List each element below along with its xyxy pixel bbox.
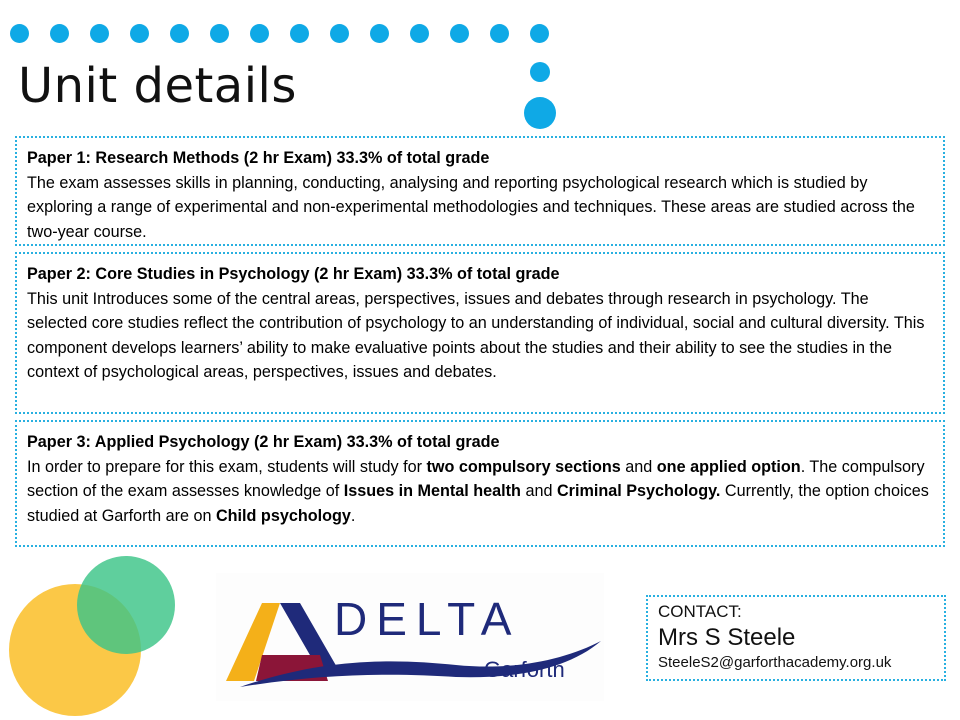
dot-icon <box>524 97 556 129</box>
dot-icon <box>250 24 269 43</box>
dot-icon <box>530 24 549 43</box>
text-run: . The compulsory section of the exam assesses knowledge of <box>27 457 925 500</box>
contact-box <box>646 595 946 681</box>
logo-wordmark: DELTA <box>334 593 521 645</box>
delta-logo-icon <box>216 573 604 701</box>
dot-icon <box>370 24 389 43</box>
dot-icon <box>450 24 469 43</box>
delta-garforth-logo <box>216 573 604 701</box>
text-run-bold: Criminal Psychology. <box>556 482 721 500</box>
paper-3-description <box>27 455 933 529</box>
contact-name: Mrs S Steele <box>658 624 796 651</box>
text-run: and <box>620 457 657 476</box>
dot-icon <box>10 24 29 43</box>
green-circle-decoration <box>77 556 175 654</box>
text-run-bold: one applied option <box>656 457 801 476</box>
text-run: In order to prepare for this exam, students will study for <box>27 457 427 476</box>
dot-icon <box>410 24 429 43</box>
dot-icon <box>50 24 69 43</box>
dot-icon <box>170 24 189 43</box>
paper-2-box <box>15 252 945 414</box>
contact-email[interactable]: SteeleS2@garforthacademy.org.uk <box>658 654 892 671</box>
page-title: Unit details <box>18 58 297 114</box>
text-run-bold: Issues in Mental health <box>343 482 521 500</box>
paper-1-heading: Paper 1: Research Methods (2 hr Exam) 33.3% of total grade <box>27 149 490 167</box>
dot-icon <box>490 24 509 43</box>
dot-icon <box>290 24 309 43</box>
paper-2-description: This unit Introduces some of the central areas, perspectives, issues and debates through research in psychology. The selected core studies reflect the contribution of psychology to an understanding of individual, social and cultural diversity. This component develops learners’ ability to make evaluative points about the studies and their ability to see the studies in the context of psychological areas, perspectives, issues and debates. <box>27 289 925 381</box>
text-run: . <box>350 506 356 525</box>
paper-3-heading: Paper 3: Applied Psychology (2 hr Exam) 33.3% of total grade <box>27 433 500 451</box>
dot-icon <box>210 24 229 43</box>
text-run: Currently, the option choices studied at Garforth are on <box>27 482 929 525</box>
dot-icon <box>90 24 109 43</box>
dot-icon <box>130 24 149 43</box>
paper-1-box <box>15 136 945 246</box>
dot-icon <box>530 62 550 82</box>
text-run-bold: Child psychology <box>215 506 351 525</box>
paper-2-heading: Paper 2: Core Studies in Psychology (2 hr Exam) 33.3% of total grade <box>27 265 560 283</box>
contact-label: CONTACT: <box>658 602 742 621</box>
paper-1-description: The exam assesses skills in planning, conducting, analysing and reporting psychological research which is studied by exploring a range of experimental and non-experimental methodologies and techniques. These areas are studied across the two-year course. <box>27 173 915 241</box>
logo-subtitle: Garforth <box>484 657 565 682</box>
text-run-bold: two compulsory sections <box>426 457 621 476</box>
dot-icon <box>330 24 349 43</box>
text-run: and <box>520 482 557 500</box>
paper-3-box <box>15 420 945 547</box>
